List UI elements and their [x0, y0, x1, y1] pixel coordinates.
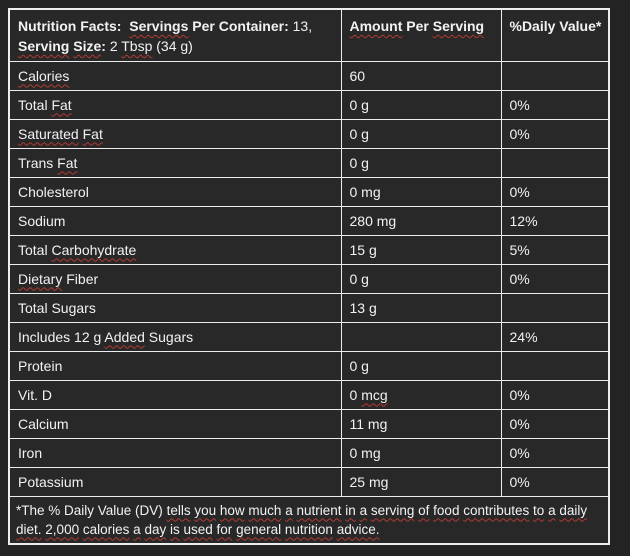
daily-value-footnote[interactable]: *The % Daily Value (DV) tells you how much a nutrient in a serving of food contributes to a daily diet. 2,000 calories a day is used for general nutrition advice.	[9, 496, 609, 544]
daily-value-cell[interactable]: 5%	[501, 235, 609, 264]
nutrient-label-cell[interactable]: Trans Fat	[9, 148, 341, 177]
nutrient-label-cell[interactable]: Iron	[9, 438, 341, 467]
nutrient-label-cell[interactable]: Potassium	[9, 467, 341, 496]
header-row	[9, 9, 609, 61]
nutrient-label-cell[interactable]: Calories	[9, 61, 341, 90]
serving-info-header[interactable]	[9, 9, 341, 61]
amount-cell[interactable]	[341, 322, 501, 351]
nutrient-row-total-fat	[9, 90, 609, 119]
daily-value-cell[interactable]: 0%	[501, 177, 609, 206]
amount-cell[interactable]: 0 mg	[341, 177, 501, 206]
serving-info-line1: Nutrition Facts: Servings Per Container: 13,	[18, 18, 313, 34]
daily-value-cell[interactable]: 0%	[501, 380, 609, 409]
daily-value-cell[interactable]: 24%	[501, 322, 609, 351]
nutrient-label-cell[interactable]: Total Carbohydrate	[9, 235, 341, 264]
nutrient-row-potassium	[9, 467, 609, 496]
daily-value-cell[interactable]: 0%	[501, 467, 609, 496]
amount-cell[interactable]: 0 g	[341, 351, 501, 380]
amount-cell[interactable]: 0 mcg	[341, 380, 501, 409]
nutrient-row-added-sugars	[9, 322, 609, 351]
nutrient-row-calories	[9, 61, 609, 90]
amount-cell[interactable]: 0 g	[341, 264, 501, 293]
nutrient-label-cell[interactable]: Includes 12 g Added Sugars	[9, 322, 341, 351]
amount-per-serving-header[interactable]	[341, 9, 501, 61]
nutrition-rows	[9, 61, 609, 496]
daily-value-cell[interactable]	[501, 61, 609, 90]
daily-value-label: %Daily Value*	[509, 18, 602, 34]
amount-cell[interactable]: 0 g	[341, 119, 501, 148]
nutrition-facts-table	[8, 8, 610, 545]
daily-value-cell[interactable]	[501, 351, 609, 380]
daily-value-cell[interactable]	[501, 148, 609, 177]
nutrient-row-protein	[9, 351, 609, 380]
amount-per-serving-label: Amount Per Serving	[349, 18, 485, 34]
amount-cell[interactable]: 0 mg	[341, 438, 501, 467]
amount-cell[interactable]: 60	[341, 61, 501, 90]
amount-cell[interactable]: 0 g	[341, 148, 501, 177]
nutrient-label-cell[interactable]: Total Fat	[9, 90, 341, 119]
nutrient-row-sodium	[9, 206, 609, 235]
amount-cell[interactable]: 0 g	[341, 90, 501, 119]
nutrient-row-vitamin-d	[9, 380, 609, 409]
amount-cell[interactable]: 25 mg	[341, 467, 501, 496]
daily-value-cell[interactable]: 0%	[501, 438, 609, 467]
amount-cell[interactable]: 11 mg	[341, 409, 501, 438]
daily-value-cell[interactable]: 0%	[501, 409, 609, 438]
nutrient-row-cholesterol	[9, 177, 609, 206]
nutrient-label-cell[interactable]: Saturated Fat	[9, 119, 341, 148]
amount-cell[interactable]: 15 g	[341, 235, 501, 264]
nutrient-row-iron	[9, 438, 609, 467]
nutrient-row-calcium	[9, 409, 609, 438]
nutrient-row-dietary-fiber	[9, 264, 609, 293]
nutrient-label-cell[interactable]: Dietary Fiber	[9, 264, 341, 293]
nutrient-label-cell[interactable]: Calcium	[9, 409, 341, 438]
daily-value-header[interactable]	[501, 9, 609, 61]
daily-value-cell[interactable]	[501, 293, 609, 322]
daily-value-cell[interactable]: 0%	[501, 264, 609, 293]
daily-value-cell[interactable]: 12%	[501, 206, 609, 235]
daily-value-cell[interactable]: 0%	[501, 119, 609, 148]
nutrient-label-cell[interactable]: Vit. D	[9, 380, 341, 409]
nutrient-row-trans-fat	[9, 148, 609, 177]
nutrient-label-cell[interactable]: Cholesterol	[9, 177, 341, 206]
nutrient-label-cell[interactable]: Protein	[9, 351, 341, 380]
amount-cell[interactable]: 280 mg	[341, 206, 501, 235]
nutrient-row-saturated-fat	[9, 119, 609, 148]
serving-info-line2: Serving Size: 2 Tbsp (34 g)	[18, 38, 193, 54]
nutrient-row-total-sugars	[9, 293, 609, 322]
nutrient-row-total-carbohydrate	[9, 235, 609, 264]
daily-value-cell[interactable]: 0%	[501, 90, 609, 119]
nutrient-label-cell[interactable]: Total Sugars	[9, 293, 341, 322]
amount-cell[interactable]: 13 g	[341, 293, 501, 322]
footnote-row	[9, 496, 609, 544]
nutrient-label-cell[interactable]: Sodium	[9, 206, 341, 235]
